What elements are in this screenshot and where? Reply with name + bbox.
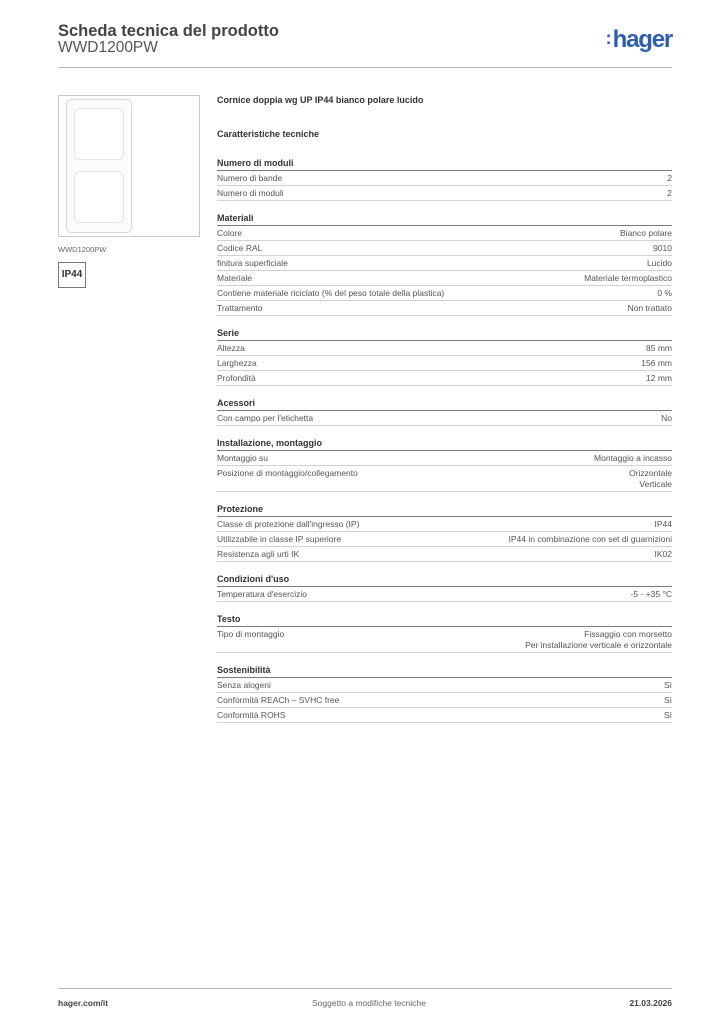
spec-value: Sì xyxy=(663,710,672,720)
spec-label: Conformità REACh – SVHC free xyxy=(217,695,340,705)
section-spacer xyxy=(217,386,672,393)
spec-row xyxy=(217,356,672,371)
spec-label: Numero di bande xyxy=(217,173,283,183)
logo-colon-icon: : xyxy=(605,28,612,48)
spec-row xyxy=(217,171,672,186)
spec-section xyxy=(217,562,672,602)
spec-value: IP44 in combinazione con set di guarnizioni xyxy=(508,534,672,544)
spec-row xyxy=(217,678,672,693)
logo-text: hager xyxy=(612,26,672,53)
spec-row xyxy=(217,226,672,241)
spec-value: 156 mm xyxy=(641,358,672,368)
spec-sections xyxy=(217,153,672,723)
spec-value: Materiale termoplastico xyxy=(584,273,672,283)
spec-row xyxy=(217,301,672,316)
spec-value: Lucido xyxy=(646,258,672,268)
spec-label: Altezza xyxy=(217,343,245,353)
spec-section xyxy=(217,316,672,386)
section-title: Acessori xyxy=(217,393,672,411)
spec-label: Resistenza agli urti IK xyxy=(217,549,300,559)
product-description: Cornice doppia wg UP IP44 bianco polare lucido xyxy=(217,95,424,105)
spec-row xyxy=(217,587,672,602)
section-spacer xyxy=(217,426,672,433)
section-spacer xyxy=(217,562,672,569)
spec-row xyxy=(217,186,672,201)
spec-section xyxy=(217,201,672,316)
image-caption: WWD1200PW xyxy=(58,245,107,254)
spec-value: 85 mm xyxy=(646,343,672,353)
spec-label: Contiene materiale riciclato (% del peso totale della plastica) xyxy=(217,288,445,298)
spec-value: IK02 xyxy=(654,549,672,559)
spec-label: Colore xyxy=(217,228,243,238)
spec-label: Senza alogeni xyxy=(217,680,271,690)
section-title: Testo xyxy=(217,609,672,627)
footer-date: 21.03.2026 xyxy=(629,998,672,1008)
spec-row xyxy=(217,547,672,562)
product-code: WWD1200PW xyxy=(58,39,158,56)
section-title: Protezione xyxy=(217,499,672,517)
spec-label: Utilizzabile in classe IP superiore xyxy=(217,534,342,544)
spec-value: Sì xyxy=(663,680,672,690)
spec-content xyxy=(217,95,672,723)
spec-label: Montaggio su xyxy=(217,453,269,463)
section-spacer xyxy=(217,492,672,499)
spec-label: Classe di protezione dall'ingresso (IP) xyxy=(217,519,360,529)
footer-note: Soggetto a modifiche tecniche xyxy=(312,998,426,1008)
spec-label: Codice RAL xyxy=(217,243,263,253)
spec-row xyxy=(217,256,672,271)
spec-row xyxy=(217,241,672,256)
spec-row xyxy=(217,532,672,547)
spec-label: Numero di moduli xyxy=(217,188,284,198)
section-title: Numero di moduli xyxy=(217,153,672,171)
section-spacer xyxy=(217,316,672,323)
section-spacer xyxy=(217,653,672,660)
spec-label: Temperatura d'esercizio xyxy=(217,589,307,599)
spec-value: 2 xyxy=(667,188,672,198)
spec-section xyxy=(217,386,672,426)
frame-opening-bottom xyxy=(74,171,124,223)
spec-value: 9010 xyxy=(653,243,672,253)
spec-value: IP44 xyxy=(654,519,672,529)
spec-label: finitura superficiale xyxy=(217,258,288,268)
spec-label: Tipo di montaggio xyxy=(217,629,285,639)
spec-value: -5 - +35 °C xyxy=(630,589,672,599)
spec-section xyxy=(217,653,672,723)
spec-row xyxy=(217,451,672,466)
spec-label: Conformità ROHS xyxy=(217,710,286,720)
section-title: Installazione, montaggio xyxy=(217,433,672,451)
spec-section xyxy=(217,153,672,201)
header-divider xyxy=(58,67,672,68)
spec-value: Fissaggio con morsetto Per installazione verticale e orizzontale xyxy=(525,629,672,650)
section-title: Serie xyxy=(217,323,672,341)
spec-value: Orizzontale Verticale xyxy=(629,468,672,489)
technical-heading: Caratteristiche tecniche xyxy=(217,129,320,139)
frame-opening-top xyxy=(74,108,124,160)
spec-row xyxy=(217,466,672,492)
footer-divider xyxy=(58,988,672,989)
spec-label: Posizione di montaggio/collegamento xyxy=(217,468,358,478)
section-title: Sostenibilità xyxy=(217,660,672,678)
section-spacer xyxy=(217,201,672,208)
spec-value: Non trattato xyxy=(627,303,672,313)
spec-row xyxy=(217,371,672,386)
spec-section xyxy=(217,426,672,492)
spec-row xyxy=(217,341,672,356)
spec-label: Trattamento xyxy=(217,303,263,313)
spec-value: Sì xyxy=(663,695,672,705)
spec-label: Materiale xyxy=(217,273,252,283)
spec-label: Con campo per l'etichetta xyxy=(217,413,314,423)
spec-row xyxy=(217,708,672,723)
section-spacer xyxy=(217,602,672,609)
spec-section xyxy=(217,602,672,653)
section-title: Condizioni d'uso xyxy=(217,569,672,587)
footer-website: hager.com/it xyxy=(58,998,109,1008)
product-image xyxy=(58,95,200,237)
page-title: Scheda tecnica del prodotto xyxy=(58,22,279,40)
ip-rating-badge: IP44 xyxy=(58,262,86,288)
hager-logo xyxy=(606,28,672,52)
spec-row xyxy=(217,411,672,426)
spec-row xyxy=(217,517,672,532)
spec-row xyxy=(217,693,672,708)
spec-label: Profondità xyxy=(217,373,256,383)
spec-value: Montaggio a incasso xyxy=(594,453,672,463)
spec-value: No xyxy=(661,413,672,423)
spec-section xyxy=(217,492,672,562)
spec-value: 0 % xyxy=(657,288,672,298)
spec-row xyxy=(217,286,672,301)
spec-value: 2 xyxy=(667,173,672,183)
double-frame-picture xyxy=(66,99,132,233)
spec-value: Bianco polare xyxy=(620,228,672,238)
spec-value: 12 mm xyxy=(646,373,672,383)
spec-row xyxy=(217,627,672,653)
spec-row xyxy=(217,271,672,286)
spec-label: Larghezza xyxy=(217,358,257,368)
section-title: Materiali xyxy=(217,208,672,226)
